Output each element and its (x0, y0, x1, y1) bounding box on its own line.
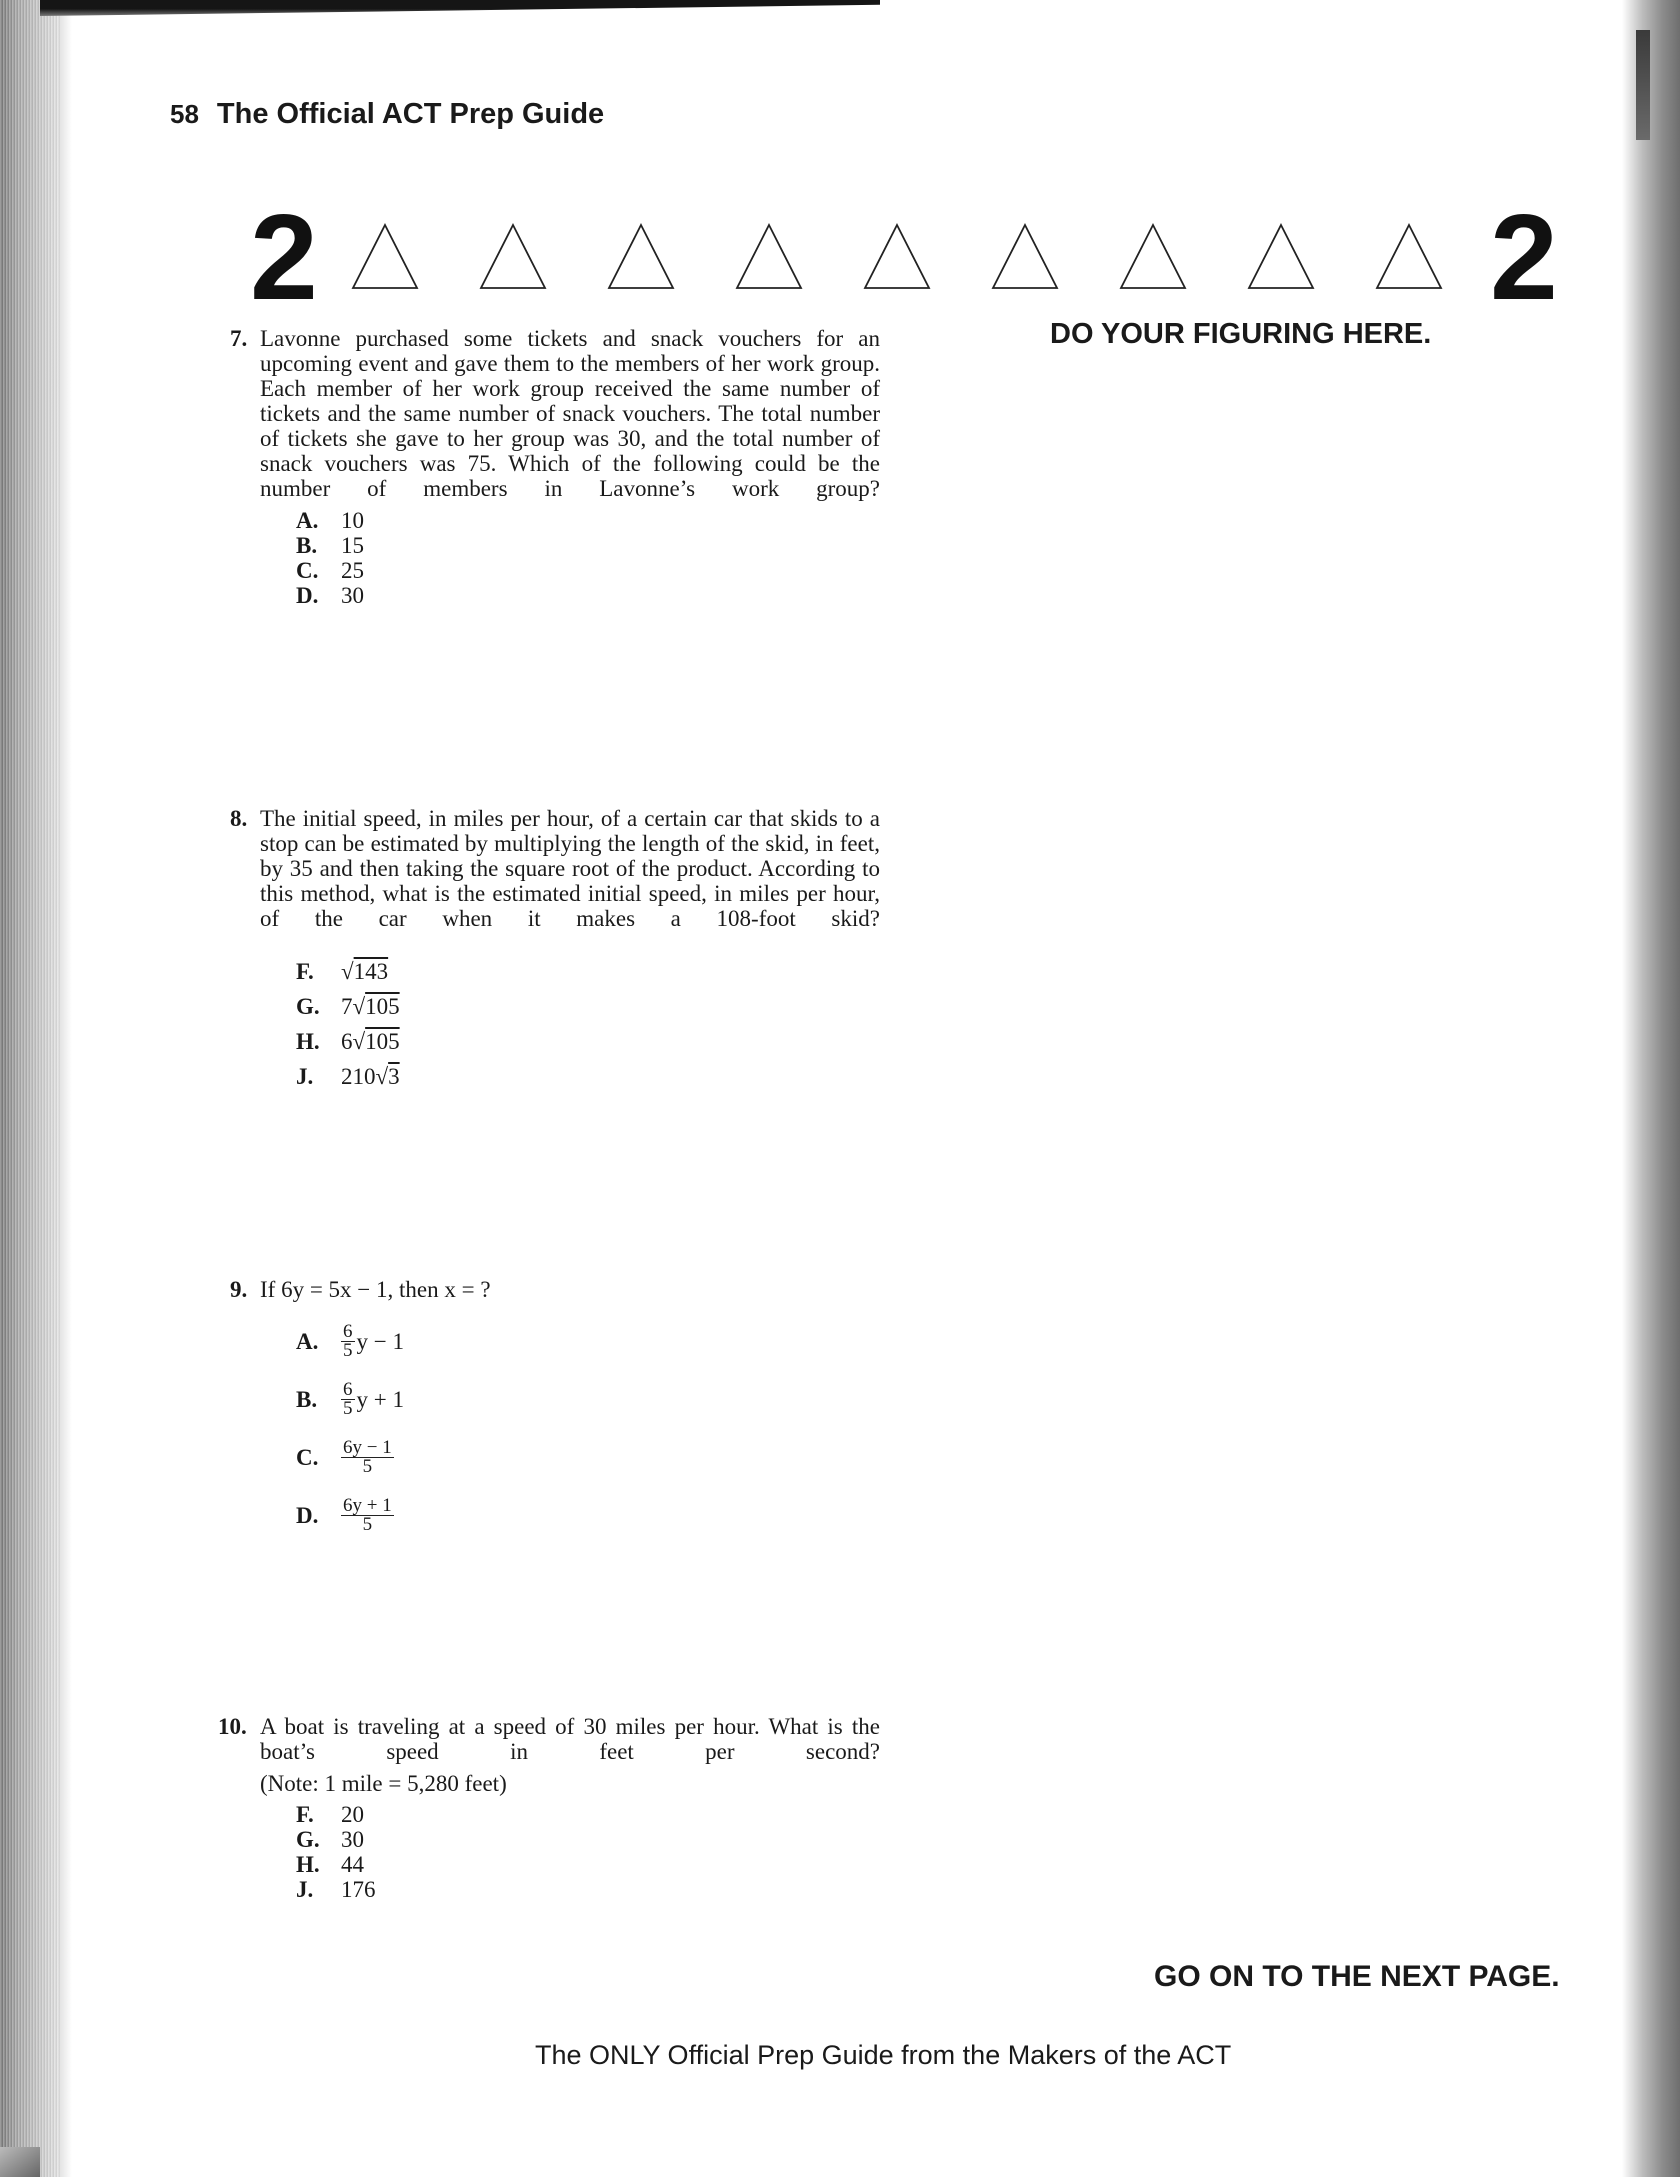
sqrt-symbol: √ (375, 1064, 389, 1089)
go-on-next-page: GO ON TO THE NEXT PAGE. (1154, 1960, 1560, 1993)
answer-option[interactable]: C. 25 (296, 558, 364, 583)
book-title: The Official ACT Prep Guide (216, 98, 605, 130)
question-number: 9. (230, 1277, 248, 1302)
top-scan-edge (40, 0, 880, 16)
triangle-icon (350, 222, 420, 292)
page-footer: The ONLY Official Prep Guide from the Makers of the ACT (535, 2040, 1232, 2070)
answer-option[interactable]: B. 15 (296, 533, 364, 558)
question-number: 10. (218, 1714, 247, 1739)
triangle-icon (1246, 222, 1316, 292)
page-number: 58 (170, 99, 199, 129)
answer-option[interactable]: C. $\frac{6y - 1}{5}$ (296, 1436, 392, 1477)
answer-option[interactable]: D. $\frac{6y + 1}{5}$ (296, 1494, 392, 1535)
question-8 (230, 806, 880, 1094)
page-edge-lines (0, 0, 60, 2177)
answer-options (296, 954, 880, 1094)
answer-options (296, 1802, 880, 1902)
answer-option[interactable]: J. 210 √ 3 (296, 1064, 400, 1089)
question-9 (230, 1277, 880, 1544)
answer-option[interactable]: D. 30 (296, 583, 364, 608)
answer-option[interactable]: B. $\frac{6}{5}$ y + 1 (296, 1378, 404, 1419)
running-head (170, 98, 604, 131)
triangle-icon (478, 222, 548, 292)
sqrt-symbol: √ (352, 994, 366, 1019)
answer-option[interactable]: H. 44 (296, 1852, 364, 1877)
fraction: $\frac{6}{5}$ (343, 1378, 353, 1419)
triangle-icon (862, 222, 932, 292)
answer-option[interactable]: F. √ 143 (296, 959, 389, 984)
fraction: $\frac{6y - 1}{5}$ (343, 1436, 392, 1477)
question-stem: A boat is traveling at a speed of 30 miles per hour. What is the boat’s speed in feet per second? (260, 1714, 880, 1764)
answer-option[interactable]: A. 10 (296, 508, 364, 533)
fraction: $\frac{6}{5}$ (343, 1320, 353, 1361)
page-edge-shadow (1636, 30, 1650, 140)
section-number-right: 2 (1490, 189, 1558, 325)
question-10 (218, 1714, 880, 1902)
question-number: 8. (230, 806, 248, 831)
answer-options (296, 1312, 880, 1544)
question-note: (Note: 1 mile = 5,280 feet) (260, 1771, 507, 1796)
sqrt-symbol: √ (341, 959, 354, 984)
section-number-left: 2 (250, 189, 318, 325)
answer-option[interactable]: G. 30 (296, 1827, 364, 1852)
section-triangle-row (350, 222, 1450, 292)
triangle-icon (1374, 222, 1444, 292)
page-corner (0, 2147, 40, 2177)
answer-option[interactable]: F. 20 (296, 1802, 364, 1827)
answer-option[interactable]: H. 6 √ 105 (296, 1029, 400, 1054)
triangle-icon (734, 222, 804, 292)
page-edge-right (1622, 0, 1680, 2177)
sqrt-symbol: √ (352, 1029, 366, 1054)
answer-option[interactable]: G. 7 √ 105 (296, 994, 400, 1019)
answer-option[interactable]: A. $\frac{6}{5}$ y − 1 (296, 1320, 404, 1361)
triangle-icon (1118, 222, 1188, 292)
triangle-icon (990, 222, 1060, 292)
question-stem: If 6y = 5x − 1, then x = ? (260, 1277, 491, 1302)
answer-option[interactable]: J. 176 (296, 1877, 376, 1902)
fraction: $\frac{6y + 1}{5}$ (343, 1494, 392, 1535)
question-7 (230, 326, 880, 608)
question-stem: The initial speed, in miles per hour, of a certain car that skids to a stop can be estimated by multiplying the length of the skid, in feet, by 35 and then taking the square root of the product. According to this method, what is the estimated initial speed, in miles per hour, of the car when it makes a 108-foot skid? (260, 806, 880, 931)
figuring-label: DO YOUR FIGURING HERE. (1050, 318, 1432, 350)
question-number: 7. (230, 326, 248, 351)
triangle-icon (606, 222, 676, 292)
question-stem: Lavonne purchased some tickets and snack vouchers for an upcoming event and gave them to the members of her work group. Each member of her work group received the same number of tickets and the same number of snack vouchers. The total number of tickets she gave to her group was 30, and the total number of snack vouchers was 75. Which of the following could be the number of members in Lavonne’s work group? (260, 326, 880, 501)
